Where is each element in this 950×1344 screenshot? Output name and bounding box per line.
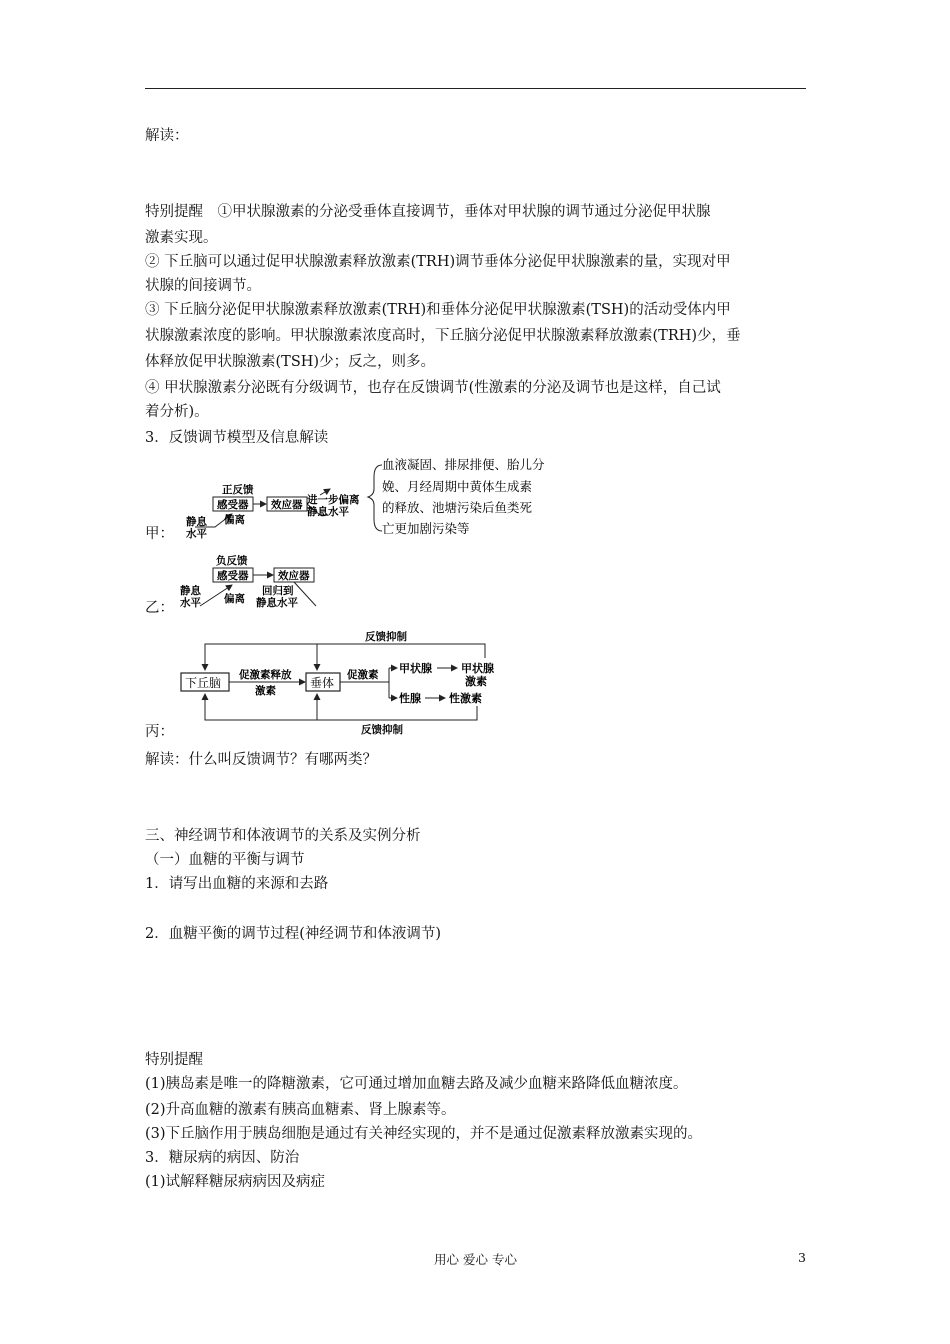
text-line: 特别提醒 ①甲状腺激素的分泌受垂体直接调节，垂体对甲状腺的调节通过分泌促甲状腺: [145, 204, 711, 220]
feedback-label: 负反馈: [216, 555, 248, 567]
text-line: 2．血糖平衡的调节过程(神经调节和体液调节): [145, 926, 442, 942]
releasing-label: 促激素释放: [239, 669, 292, 681]
gonad-label: 性腺: [399, 692, 421, 705]
return-label: 静息水平: [256, 597, 298, 609]
diagram-jia-label: 甲：: [145, 526, 174, 542]
text-line: ② 下丘脑可以通过促甲状腺激素释放激素(TRH)调节垂体分泌促甲状腺激素的量，实现对甲: [145, 254, 731, 270]
effector-label: 效应器: [271, 499, 303, 511]
section-heading: （一）血糖的平衡与调节: [145, 852, 305, 868]
rest-label: 静息: [186, 516, 207, 528]
diagram-yi: [170, 552, 330, 612]
receptor-label: 感受器: [217, 570, 249, 582]
releasing-label: 激素: [255, 685, 276, 697]
text-line: ③ 下丘脑分泌促甲状腺激素释放激素(TRH)和垂体分泌促甲状腺激素(TSH)的活动受体内甲: [145, 302, 731, 318]
section-heading: 3．反馈调节模型及信息解读: [145, 430, 329, 446]
thyroid-hormone-label: 激素: [465, 675, 487, 688]
deviation-label: 偏离: [224, 514, 245, 526]
text-line: (1)胰岛素是唯一的降糖激素，它可通过增加血糖去路及减少血糖来路降低血糖浓度。: [145, 1076, 688, 1092]
example-line: 的释放、池塘污染后鱼类死: [382, 500, 533, 515]
pituitary-label: 垂体: [310, 676, 335, 690]
rest-label: 水平: [180, 597, 201, 609]
text-line: 着分析)。: [145, 404, 209, 420]
text-line: 状腺激素浓度的影响。甲状腺激素浓度高时，下丘脑分泌促甲状腺激素释放激素(TRH)少，垂: [145, 328, 741, 344]
output-label: 静息水平: [307, 506, 349, 518]
footer-motto: 用心 爱心 专心: [434, 1252, 517, 1267]
text-line: 体释放促甲状腺激素(TSH)少；反之，则多。: [145, 354, 436, 370]
page-number: 3: [798, 1250, 806, 1265]
text-line: 1．请写出血糖的来源和去路: [145, 876, 329, 892]
rest-label: 水平: [186, 528, 207, 540]
thyroid-label: 甲状腺: [399, 662, 432, 675]
text-line: (2)升高血糖的激素有胰高血糖素、肾上腺素等。: [145, 1102, 456, 1118]
header-rule: [145, 88, 806, 89]
deviation-label: 偏离: [224, 593, 245, 605]
text-line: 解读：: [145, 128, 189, 144]
diagram-bing: [175, 628, 515, 738]
example-line: 亡更加剧污染等: [382, 521, 470, 536]
text-line: 状腺的间接调节。: [145, 278, 261, 294]
tropic-label: 促激素: [347, 669, 379, 681]
return-label: 回归到: [262, 585, 294, 597]
section-heading: 三、神经调节和体液调节的关系及实例分析: [145, 828, 421, 844]
hypothalamus-label: 下丘脑: [185, 676, 222, 690]
inhibit-top-label: 反馈抑制: [365, 631, 407, 643]
rest-label: 静息: [180, 585, 201, 597]
diagram-yi-label: 乙：: [145, 600, 174, 616]
text-line: (1)试解释糖尿病病因及病症: [145, 1174, 326, 1190]
feedback-label: 正反馈: [222, 484, 254, 496]
diagram-jia: [170, 455, 570, 540]
example-line: 娩、月经周期中黄体生成素: [382, 479, 533, 494]
text-line: (3)下丘脑作用于胰岛细胞是通过有关神经实现的，并不是通过促激素释放激素实现的。: [145, 1126, 703, 1142]
section-heading: 3．糖尿病的病因、防治: [145, 1150, 300, 1166]
text-line: 解读：什么叫反馈调节？有哪两类？: [145, 752, 377, 768]
output-label: 进一步偏离: [307, 494, 360, 506]
diagram-bing-label: 丙：: [145, 724, 174, 740]
text-line: 特别提醒: [145, 1052, 203, 1068]
thyroid-hormone-label: 甲状腺: [461, 662, 494, 675]
effector-label: 效应器: [278, 570, 310, 582]
inhibit-bottom-label: 反馈抑制: [361, 724, 403, 736]
sex-hormone-label: 性激素: [449, 692, 482, 705]
text-line: ④ 甲状腺激素分泌既有分级调节，也存在反馈调节(性激素的分泌及调节也是这样，自己试: [145, 380, 721, 396]
example-line: 血液凝固、排尿排便、胎儿分: [382, 457, 545, 472]
text-line: 激素实现。: [145, 230, 218, 246]
receptor-label: 感受器: [217, 499, 249, 511]
